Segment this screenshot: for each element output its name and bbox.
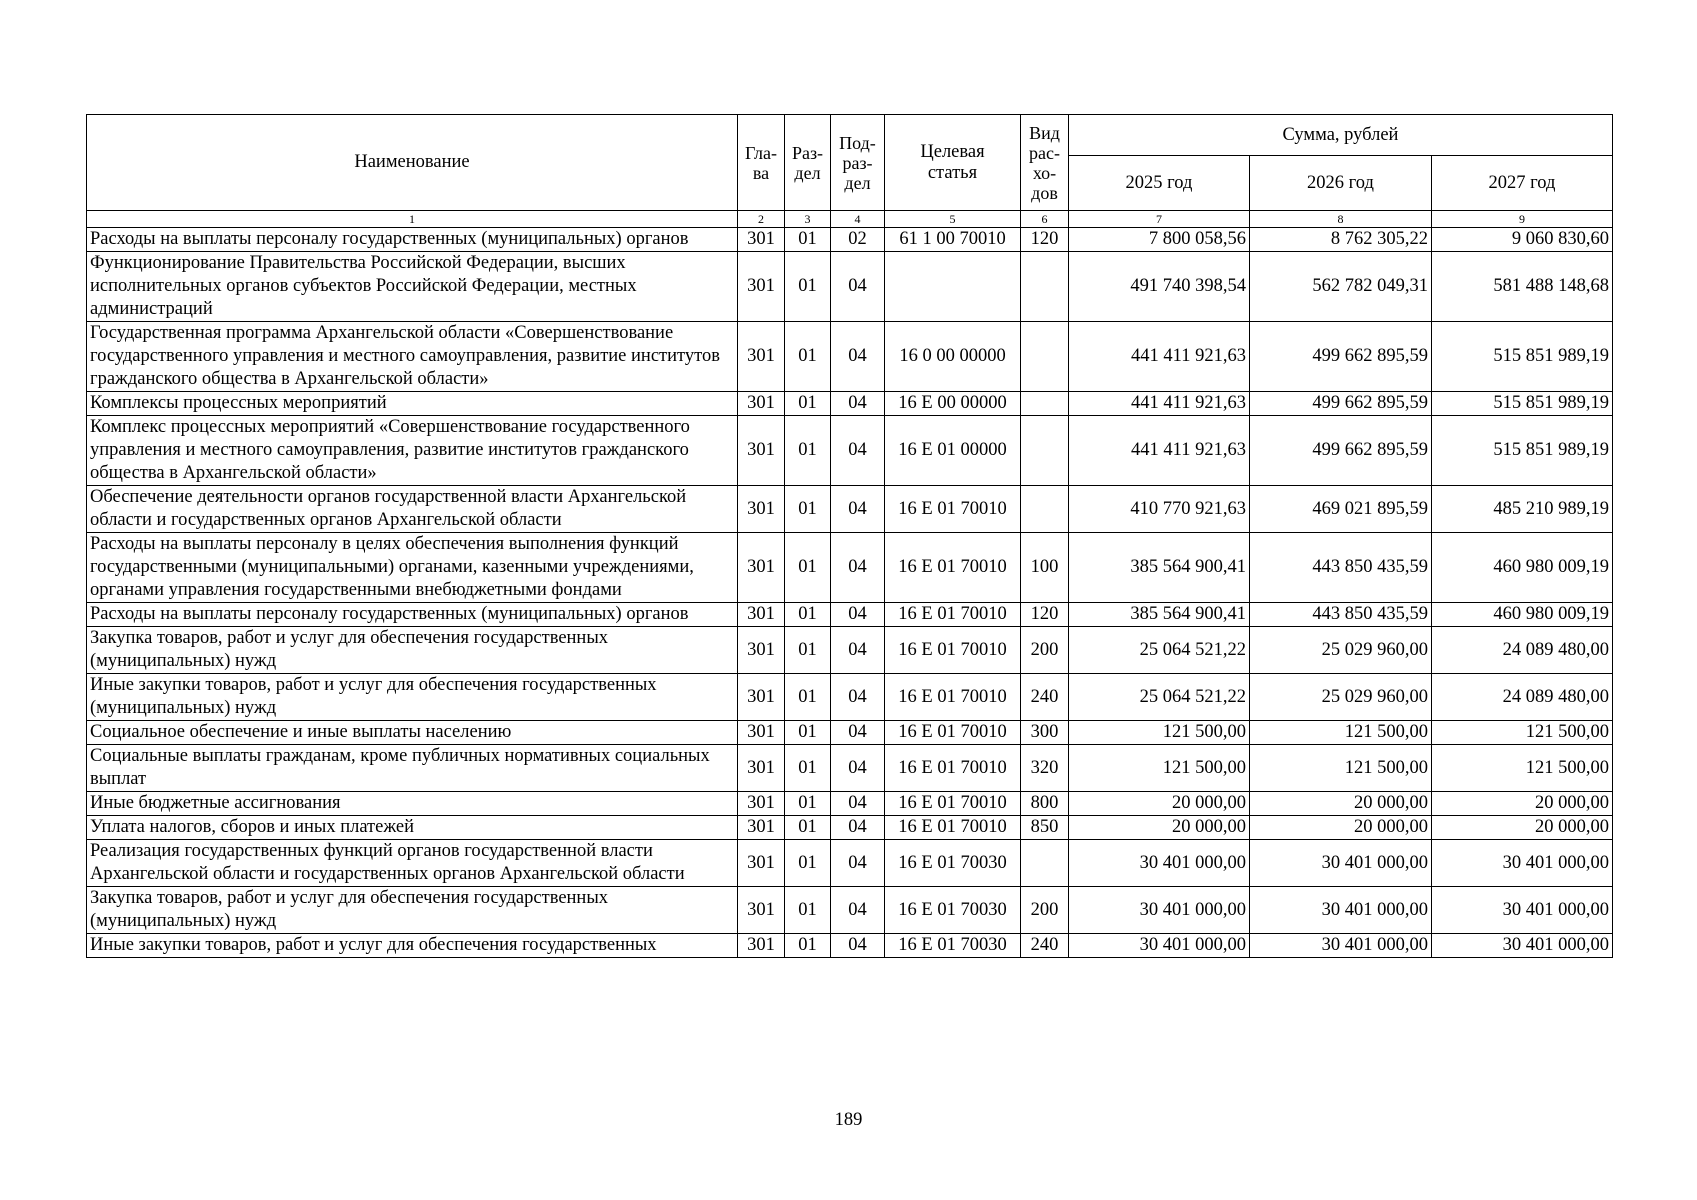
- row-amount-2026: 121 500,00: [1250, 721, 1432, 745]
- row-tselevaya-statya: 16 Е 01 70010: [885, 533, 1021, 603]
- row-razdel: 01: [785, 533, 831, 603]
- header-year-2027: 2027 год: [1432, 156, 1613, 211]
- row-glava: 301: [738, 486, 785, 533]
- table-row: [87, 416, 1613, 486]
- row-amount-2026: 443 850 435,59: [1250, 533, 1432, 603]
- row-tselevaya-statya: 16 Е 01 70010: [885, 603, 1021, 627]
- row-amount-2027: 121 500,00: [1432, 745, 1613, 792]
- row-tselevaya-statya: [885, 252, 1021, 322]
- table-row: [87, 392, 1613, 416]
- row-razdel: 01: [785, 486, 831, 533]
- row-glava: 301: [738, 603, 785, 627]
- row-podrazdel: 04: [831, 674, 885, 721]
- row-glava: 301: [738, 887, 785, 934]
- row-name: Иные закупки товаров, работ и услуг для обеспечения государственных: [87, 934, 738, 958]
- row-vid-raskhodov: 200: [1021, 887, 1069, 934]
- row-name: Иные бюджетные ассигнования: [87, 792, 738, 816]
- row-name: Обеспечение деятельности органов государственной власти Архангельской области и государственных органов Архангельской области: [87, 486, 738, 533]
- row-glava: 301: [738, 533, 785, 603]
- table-row: [87, 745, 1613, 792]
- row-amount-2027: 9 060 830,60: [1432, 228, 1613, 252]
- row-vid-raskhodov: 120: [1021, 228, 1069, 252]
- row-tselevaya-statya: 16 Е 00 00000: [885, 392, 1021, 416]
- table-row: [87, 934, 1613, 958]
- row-vid-raskhodov: 240: [1021, 934, 1069, 958]
- row-podrazdel: 04: [831, 322, 885, 392]
- row-amount-2025: 30 401 000,00: [1069, 887, 1250, 934]
- table-row: [87, 252, 1613, 322]
- column-number: 2: [738, 211, 785, 228]
- row-glava: 301: [738, 840, 785, 887]
- header-glava: [738, 115, 785, 211]
- row-name: Расходы на выплаты персоналу в целях обеспечения выполнения функций государственными (муниципальными) органами, казенными учреждениями, органами управления государственными внебюджетными фондами: [87, 533, 738, 603]
- row-podrazdel: 04: [831, 792, 885, 816]
- row-podrazdel: 04: [831, 887, 885, 934]
- row-razdel: 01: [785, 887, 831, 934]
- row-glava: 301: [738, 392, 785, 416]
- row-podrazdel: 04: [831, 840, 885, 887]
- row-glava: 301: [738, 252, 785, 322]
- row-razdel: 01: [785, 792, 831, 816]
- row-vid-raskhodov: 240: [1021, 674, 1069, 721]
- row-podrazdel: 04: [831, 533, 885, 603]
- row-razdel: 01: [785, 934, 831, 958]
- row-tselevaya-statya: 61 1 00 70010: [885, 228, 1021, 252]
- header-glava-text: Гла- ва: [744, 142, 778, 183]
- header-summa: Сумма, рублей: [1069, 115, 1613, 156]
- row-razdel: 01: [785, 228, 831, 252]
- header-podrazdel-text: Под- раз- дел: [839, 132, 876, 193]
- row-amount-2027: 20 000,00: [1432, 816, 1613, 840]
- row-name: Иные закупки товаров, работ и услуг для обеспечения государственных (муниципальных) нужд: [87, 674, 738, 721]
- row-name: Закупка товаров, работ и услуг для обеспечения государственных (муниципальных) нужд: [87, 887, 738, 934]
- row-amount-2027: 24 089 480,00: [1432, 627, 1613, 674]
- table-body: [87, 211, 1613, 958]
- row-amount-2027: 515 851 989,19: [1432, 322, 1613, 392]
- row-name: Закупка товаров, работ и услуг для обеспечения государственных (муниципальных) нужд: [87, 627, 738, 674]
- row-amount-2025: 30 401 000,00: [1069, 934, 1250, 958]
- table-row: [87, 228, 1613, 252]
- row-amount-2026: 121 500,00: [1250, 745, 1432, 792]
- row-glava: 301: [738, 416, 785, 486]
- header-vid-text: Вид рас- хо- дов: [1029, 122, 1060, 203]
- row-amount-2026: 499 662 895,59: [1250, 322, 1432, 392]
- row-tselevaya-statya: 16 Е 01 70010: [885, 486, 1021, 533]
- row-razdel: 01: [785, 840, 831, 887]
- row-amount-2026: 20 000,00: [1250, 816, 1432, 840]
- row-amount-2025: 491 740 398,54: [1069, 252, 1250, 322]
- row-amount-2027: 581 488 148,68: [1432, 252, 1613, 322]
- column-number: 5: [885, 211, 1021, 228]
- row-amount-2025: 385 564 900,41: [1069, 533, 1250, 603]
- table-row: [87, 840, 1613, 887]
- row-amount-2027: 460 980 009,19: [1432, 533, 1613, 603]
- row-amount-2026: 562 782 049,31: [1250, 252, 1432, 322]
- table-row: [87, 603, 1613, 627]
- row-amount-2025: 385 564 900,41: [1069, 603, 1250, 627]
- row-amount-2027: 30 401 000,00: [1432, 887, 1613, 934]
- row-amount-2025: 121 500,00: [1069, 721, 1250, 745]
- row-name: Реализация государственных функций органов государственной власти Архангельской области и государственных органов Архангельской области: [87, 840, 738, 887]
- page-number: 189: [834, 1110, 863, 1130]
- row-name: Социальное обеспечение и иные выплаты населению: [87, 721, 738, 745]
- table-row: [87, 721, 1613, 745]
- row-amount-2026: 30 401 000,00: [1250, 934, 1432, 958]
- row-podrazdel: 04: [831, 934, 885, 958]
- row-vid-raskhodov: [1021, 840, 1069, 887]
- row-amount-2026: 25 029 960,00: [1250, 627, 1432, 674]
- row-razdel: 01: [785, 392, 831, 416]
- row-amount-2025: 7 800 058,56: [1069, 228, 1250, 252]
- row-podrazdel: 04: [831, 392, 885, 416]
- row-vid-raskhodov: 320: [1021, 745, 1069, 792]
- header-razdel: [785, 115, 831, 211]
- row-podrazdel: 04: [831, 816, 885, 840]
- row-amount-2026: 20 000,00: [1250, 792, 1432, 816]
- row-vid-raskhodov: [1021, 252, 1069, 322]
- table-row: [87, 887, 1613, 934]
- table-row: [87, 486, 1613, 533]
- row-glava: 301: [738, 721, 785, 745]
- row-amount-2026: 30 401 000,00: [1250, 887, 1432, 934]
- row-tselevaya-statya: 16 Е 01 00000: [885, 416, 1021, 486]
- row-amount-2026: 469 021 895,59: [1250, 486, 1432, 533]
- row-amount-2025: 121 500,00: [1069, 745, 1250, 792]
- row-vid-raskhodov: 100: [1021, 533, 1069, 603]
- header-razdel-text: Раз- дел: [791, 142, 824, 183]
- row-razdel: 01: [785, 816, 831, 840]
- row-tselevaya-statya: 16 Е 01 70010: [885, 816, 1021, 840]
- header-name: Наименование: [87, 115, 738, 211]
- column-number: 1: [87, 211, 738, 228]
- row-name: Социальные выплаты гражданам, кроме публичных нормативных социальных выплат: [87, 745, 738, 792]
- column-number: 3: [785, 211, 831, 228]
- row-vid-raskhodov: 850: [1021, 816, 1069, 840]
- row-name: Расходы на выплаты персоналу государственных (муниципальных) органов: [87, 228, 738, 252]
- row-glava: 301: [738, 228, 785, 252]
- row-amount-2025: 410 770 921,63: [1069, 486, 1250, 533]
- row-vid-raskhodov: 120: [1021, 603, 1069, 627]
- row-tselevaya-statya: 16 Е 01 70030: [885, 840, 1021, 887]
- column-numbers-row: [87, 211, 1613, 228]
- row-name: Уплата налогов, сборов и иных платежей: [87, 816, 738, 840]
- row-razdel: 01: [785, 416, 831, 486]
- header-tselevaya-text: Целевая статья: [920, 141, 985, 183]
- header-vid-raskhodov: [1021, 115, 1069, 211]
- table-row: [87, 322, 1613, 392]
- row-tselevaya-statya: 16 Е 01 70010: [885, 674, 1021, 721]
- row-razdel: 01: [785, 627, 831, 674]
- row-razdel: 01: [785, 745, 831, 792]
- row-amount-2025: 441 411 921,63: [1069, 392, 1250, 416]
- row-amount-2025: 20 000,00: [1069, 792, 1250, 816]
- row-amount-2026: 499 662 895,59: [1250, 416, 1432, 486]
- row-amount-2025: 441 411 921,63: [1069, 322, 1250, 392]
- row-vid-raskhodov: [1021, 416, 1069, 486]
- row-tselevaya-statya: 16 Е 01 70030: [885, 887, 1021, 934]
- row-vid-raskhodov: [1021, 486, 1069, 533]
- row-amount-2025: 441 411 921,63: [1069, 416, 1250, 486]
- row-amount-2027: 30 401 000,00: [1432, 934, 1613, 958]
- row-amount-2027: 20 000,00: [1432, 792, 1613, 816]
- row-tselevaya-statya: 16 Е 01 70010: [885, 721, 1021, 745]
- row-amount-2027: 515 851 989,19: [1432, 392, 1613, 416]
- row-amount-2026: 499 662 895,59: [1250, 392, 1432, 416]
- table-row: [87, 674, 1613, 721]
- row-amount-2027: 24 089 480,00: [1432, 674, 1613, 721]
- row-name: Функционирование Правительства Российской Федерации, высших исполнительных органов субъектов Российской Федерации, местных администраций: [87, 252, 738, 322]
- row-podrazdel: 04: [831, 416, 885, 486]
- row-podrazdel: 04: [831, 627, 885, 674]
- row-glava: 301: [738, 627, 785, 674]
- row-tselevaya-statya: 16 0 00 00000: [885, 322, 1021, 392]
- row-name: Расходы на выплаты персоналу государственных (муниципальных) органов: [87, 603, 738, 627]
- row-podrazdel: 04: [831, 745, 885, 792]
- row-razdel: 01: [785, 252, 831, 322]
- header-tselevaya-statya: [885, 115, 1021, 211]
- row-name: Государственная программа Архангельской области «Совершенствование государственного управления и местного самоуправления, развитие институтов гражданского общества в Архангельской области»: [87, 322, 738, 392]
- row-glava: 301: [738, 674, 785, 721]
- row-tselevaya-statya: 16 Е 01 70010: [885, 627, 1021, 674]
- row-podrazdel: 04: [831, 486, 885, 533]
- row-podrazdel: 04: [831, 721, 885, 745]
- budget-table: [86, 114, 1613, 958]
- column-number: 4: [831, 211, 885, 228]
- row-vid-raskhodov: [1021, 322, 1069, 392]
- row-glava: 301: [738, 816, 785, 840]
- column-number: 6: [1021, 211, 1069, 228]
- row-amount-2027: 121 500,00: [1432, 721, 1613, 745]
- column-number: 9: [1432, 211, 1613, 228]
- table-row: [87, 533, 1613, 603]
- table-row: [87, 816, 1613, 840]
- row-amount-2026: 443 850 435,59: [1250, 603, 1432, 627]
- row-tselevaya-statya: 16 Е 01 70010: [885, 792, 1021, 816]
- row-amount-2025: 25 064 521,22: [1069, 674, 1250, 721]
- row-amount-2027: 515 851 989,19: [1432, 416, 1613, 486]
- row-vid-raskhodov: 800: [1021, 792, 1069, 816]
- row-amount-2027: 485 210 989,19: [1432, 486, 1613, 533]
- row-glava: 301: [738, 792, 785, 816]
- row-razdel: 01: [785, 721, 831, 745]
- column-number: 7: [1069, 211, 1250, 228]
- row-name: Комплекс процессных мероприятий «Совершенствование государственного управления и местного самоуправления, развитие институтов гражданского общества в Архангельской области»: [87, 416, 738, 486]
- row-amount-2026: 30 401 000,00: [1250, 840, 1432, 887]
- row-amount-2027: 460 980 009,19: [1432, 603, 1613, 627]
- row-podrazdel: 04: [831, 603, 885, 627]
- row-amount-2025: 25 064 521,22: [1069, 627, 1250, 674]
- header-year-2025: 2025 год: [1069, 156, 1250, 211]
- row-vid-raskhodov: 200: [1021, 627, 1069, 674]
- header-podrazdel: [831, 115, 885, 211]
- row-name: Комплексы процессных мероприятий: [87, 392, 738, 416]
- column-number: 8: [1250, 211, 1432, 228]
- row-razdel: 01: [785, 603, 831, 627]
- row-glava: 301: [738, 934, 785, 958]
- row-vid-raskhodov: [1021, 392, 1069, 416]
- row-amount-2025: 20 000,00: [1069, 816, 1250, 840]
- row-glava: 301: [738, 745, 785, 792]
- row-amount-2026: 25 029 960,00: [1250, 674, 1432, 721]
- table-row: [87, 627, 1613, 674]
- header-year-2026: 2026 год: [1250, 156, 1432, 211]
- row-razdel: 01: [785, 322, 831, 392]
- row-amount-2025: 30 401 000,00: [1069, 840, 1250, 887]
- row-amount-2027: 30 401 000,00: [1432, 840, 1613, 887]
- row-razdel: 01: [785, 674, 831, 721]
- row-amount-2026: 8 762 305,22: [1250, 228, 1432, 252]
- row-vid-raskhodov: 300: [1021, 721, 1069, 745]
- row-tselevaya-statya: 16 Е 01 70030: [885, 934, 1021, 958]
- row-tselevaya-statya: 16 Е 01 70010: [885, 745, 1021, 792]
- row-glava: 301: [738, 322, 785, 392]
- table-row: [87, 792, 1613, 816]
- row-podrazdel: 04: [831, 252, 885, 322]
- row-podrazdel: 02: [831, 228, 885, 252]
